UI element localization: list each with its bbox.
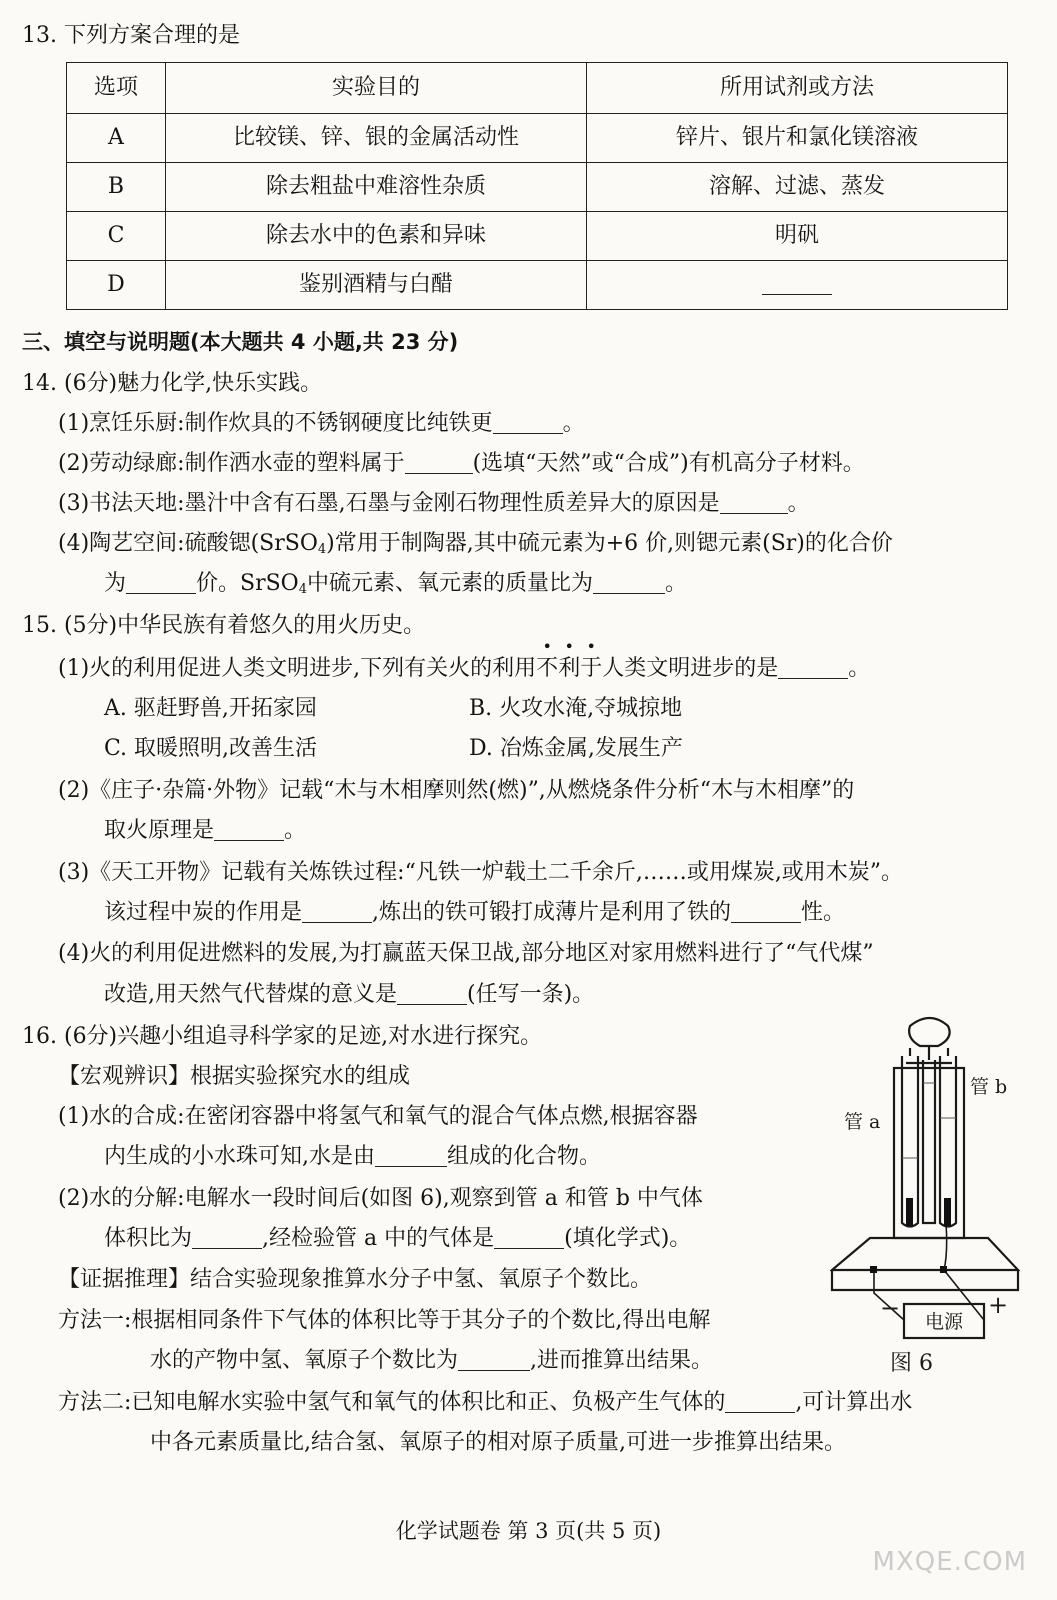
answer-blank[interactable] — [762, 272, 832, 295]
row-goal: 鉴别酒精与白醋 — [166, 261, 587, 310]
minus-sign: − — [880, 1294, 901, 1322]
q15-part1-end: 。 — [848, 656, 871, 681]
answer-blank[interactable] — [375, 1144, 447, 1167]
q16-part2: (2)水的分解:电解水一段时间后(如图 6),观察到管 a 和管 b 中气体 — [58, 1186, 703, 1211]
q15-part4-end: (任写一条)。 — [467, 982, 595, 1007]
q16-part1-text: 内生成的小水珠可知,水是由 — [104, 1144, 375, 1169]
row-option: D — [67, 261, 166, 310]
power-label: 电源 — [925, 1311, 964, 1333]
answer-blank[interactable] — [778, 656, 848, 679]
q16-part2-text: 体积比为 — [104, 1226, 193, 1251]
q14-part1 — [58, 410, 585, 438]
answer-blank[interactable] — [725, 1390, 795, 1413]
answer-blank[interactable] — [458, 1348, 530, 1371]
q13-stem: 13. 下列方案合理的是 — [22, 23, 240, 48]
q15-option-b[interactable]: B. 火攻水淹,夺城掠地 — [469, 696, 683, 721]
emphasis-char: 于 — [580, 656, 603, 681]
q15-part3-end: 性。 — [801, 900, 846, 925]
row-goal: 除去水中的色素和异味 — [166, 212, 587, 261]
q16-method2 — [58, 1389, 912, 1417]
answer-blank[interactable] — [731, 900, 801, 923]
plus-sign: + — [988, 1291, 1009, 1319]
q14-part3-end: 。 — [787, 491, 810, 516]
q13-options-table — [66, 62, 1008, 310]
q16-heading-macro: 【宏观辨识】根据实验探究水的组成 — [58, 1064, 411, 1089]
q15-part3: (3)《天工开物》记载有关炼铁过程:“凡铁一炉载土二千余斤,……或用煤炭,或用木炭”。 — [58, 860, 904, 885]
q14-part4 — [58, 530, 893, 558]
answer-blank[interactable] — [405, 451, 473, 474]
row-goal: 除去粗盐中难溶性杂质 — [166, 163, 587, 212]
q15-stem: 15. (5分)中华民族有着悠久的用火历史。 — [22, 613, 426, 638]
q16-part2-tail: (填化学式)。 — [564, 1226, 692, 1251]
funnel-shape — [909, 1018, 950, 1046]
answer-blank[interactable] — [397, 982, 467, 1005]
figure-caption: 图 6 — [890, 1351, 933, 1376]
stand-base — [832, 1238, 1018, 1270]
row-method: 锌片、银片和氯化镁溶液 — [587, 114, 1008, 163]
q14-part4-end: 。 — [665, 571, 688, 596]
q15-part1 — [58, 655, 870, 683]
page-footer: 化学试题卷 第 3 页(共 5 页) — [395, 1519, 662, 1543]
q16-method1-tail: ,进而推算出结果。 — [530, 1348, 714, 1373]
table-row — [67, 163, 1008, 212]
q16-part1-line2 — [104, 1143, 601, 1171]
q15-part2-text: 取火原理是 — [104, 818, 215, 843]
q16-method1-text: 水的产物中氢、氧原子个数比为 — [150, 1348, 459, 1373]
answer-blank[interactable] — [720, 491, 788, 514]
q15-option-a[interactable]: A. 驱赶野兽,开拓家园 — [104, 696, 317, 721]
table-row — [67, 114, 1008, 163]
q14-part1-end: 。 — [562, 411, 585, 436]
row-goal: 比较镁、锌、银的金属活动性 — [166, 114, 587, 163]
row-method-blank[interactable] — [587, 261, 1008, 310]
q14-part4-tail: )常用于制陶器,其中硫元素为+6 价,则锶元素(Sr)的化合价 — [326, 531, 893, 556]
q14-part3 — [58, 490, 810, 518]
q15-part3-line2 — [104, 899, 845, 927]
emphasis-char: 不 — [536, 656, 559, 681]
row-option: C — [67, 212, 166, 261]
q15-part1-text: (1)火的利用促进人类文明进步,下列有关火的利用 — [58, 656, 537, 681]
header-goal: 实验目的 — [166, 63, 587, 114]
electrode-a — [906, 1198, 913, 1226]
q14-stem: 14. (6分)魅力化学,快乐实践。 — [22, 371, 323, 396]
section-heading: 三、填空与说明题(本大题共 4 小题,共 23 分) — [22, 330, 459, 354]
q15-option-d[interactable]: D. 冶炼金属,发展生产 — [469, 736, 683, 761]
emphasis-char: 利 — [558, 656, 581, 681]
q15-part4: (4)火的利用促进燃料的发展,为打赢蓝天保卫战,部分地区对家用燃料进行了“气代煤” — [58, 941, 874, 966]
watermark-logo: MXQE.COM — [872, 1546, 1027, 1577]
apparatus-frame — [894, 1068, 964, 1238]
answer-blank[interactable] — [214, 818, 284, 841]
electrode-b — [944, 1198, 951, 1226]
header-method: 所用试剂或方法 — [587, 63, 1008, 114]
table-header-row — [67, 63, 1008, 114]
q15-part3-mid: ,炼出的铁可锻打成薄片是利用了铁的 — [372, 900, 732, 925]
answer-blank[interactable] — [493, 411, 563, 434]
subscript: 4 — [317, 542, 327, 557]
q16-method2-line2: 中各元素质量比,结合氢、氧原子的相对原子质量,可进一步推算出结果。 — [150, 1430, 846, 1455]
q16-part1: (1)水的合成:在密闭容器中将氢气和氧气的混合气体点燃,根据容器 — [58, 1104, 698, 1129]
answer-blank[interactable] — [494, 1226, 564, 1249]
header-option: 选项 — [67, 63, 166, 114]
q14-part2 — [58, 450, 865, 478]
q14-part4-mid: 价。SrSO — [196, 571, 299, 596]
row-option: B — [67, 163, 166, 212]
q14-part4-prefix: 为 — [104, 571, 127, 596]
row-method: 明矾 — [587, 212, 1008, 261]
answer-blank[interactable] — [192, 1226, 262, 1249]
q15-part2-end: 。 — [284, 818, 307, 843]
electrolysis-figure — [830, 1008, 1020, 1378]
q15-part4-text: 改造,用天然气代替煤的意义是 — [104, 982, 397, 1007]
q14-part1-text: (1)烹饪乐厨:制作炊具的不锈钢硬度比纯铁更 — [58, 411, 493, 436]
q14-part4-ratio: 中硫元素、氧元素的质量比为 — [307, 571, 594, 596]
q16-method2-mid: ,可计算出水 — [795, 1390, 913, 1415]
q15-part3-text: 该过程中炭的作用是 — [104, 900, 303, 925]
table-row — [67, 261, 1008, 310]
row-option: A — [67, 114, 166, 163]
q16-part2-mid: ,经检验管 a 中的气体是 — [262, 1226, 495, 1251]
q16-part2-line2 — [104, 1225, 691, 1253]
answer-blank[interactable] — [593, 571, 665, 594]
q15-part2: (2)《庄子·杂篇·外物》记载“木与木相摩则然(燃)”,从燃烧条件分析“木与木相摩”的 — [58, 778, 855, 803]
q14-part2-tail: (选填“天然”或“合成”)有机高分子材料。 — [472, 451, 865, 476]
row-method: 溶解、过滤、蒸发 — [587, 163, 1008, 212]
q14-part2-text: (2)劳动绿廊:制作洒水壶的塑料属于 — [58, 451, 405, 476]
q15-part2-line2 — [104, 817, 306, 845]
subscript: 4 — [298, 582, 307, 597]
q16-method2-text: 方法二:已知电解水实验中氢气和氧气的体积比和正、负极产生气体的 — [58, 1390, 726, 1415]
tube-b-label: 管 b — [970, 1076, 1008, 1098]
q14-part4-line2 — [104, 570, 687, 598]
q15-part1-tail: 人类文明进步的是 — [602, 656, 779, 681]
q16-part1-tail: 组成的化合物。 — [447, 1144, 602, 1169]
q15-part4-line2 — [104, 981, 594, 1009]
answer-blank[interactable] — [126, 571, 196, 594]
table-row — [67, 212, 1008, 261]
q14-part3-text: (3)书法天地:墨汁中含有石墨,石墨与金刚石物理性质差异大的原因是 — [58, 491, 720, 516]
q16-heading-reasoning: 【证据推理】结合实验现象推算水分子中氢、氧原子个数比。 — [58, 1267, 653, 1292]
q16-method1-line2 — [150, 1347, 713, 1375]
q15-option-c[interactable]: C. 取暖照明,改善生活 — [104, 736, 318, 761]
q16-method1: 方法一:根据相同条件下气体的体积比等于其分子的个数比,得出电解 — [58, 1308, 711, 1333]
answer-blank[interactable] — [302, 900, 372, 923]
tube-a-label: 管 a — [844, 1111, 881, 1133]
q16-stem: 16. (6分)兴趣小组追寻科学家的足迹,对水进行探究。 — [22, 1024, 543, 1049]
q14-part4-text: (4)陶艺空间:硫酸锶(SrSO — [58, 531, 318, 556]
